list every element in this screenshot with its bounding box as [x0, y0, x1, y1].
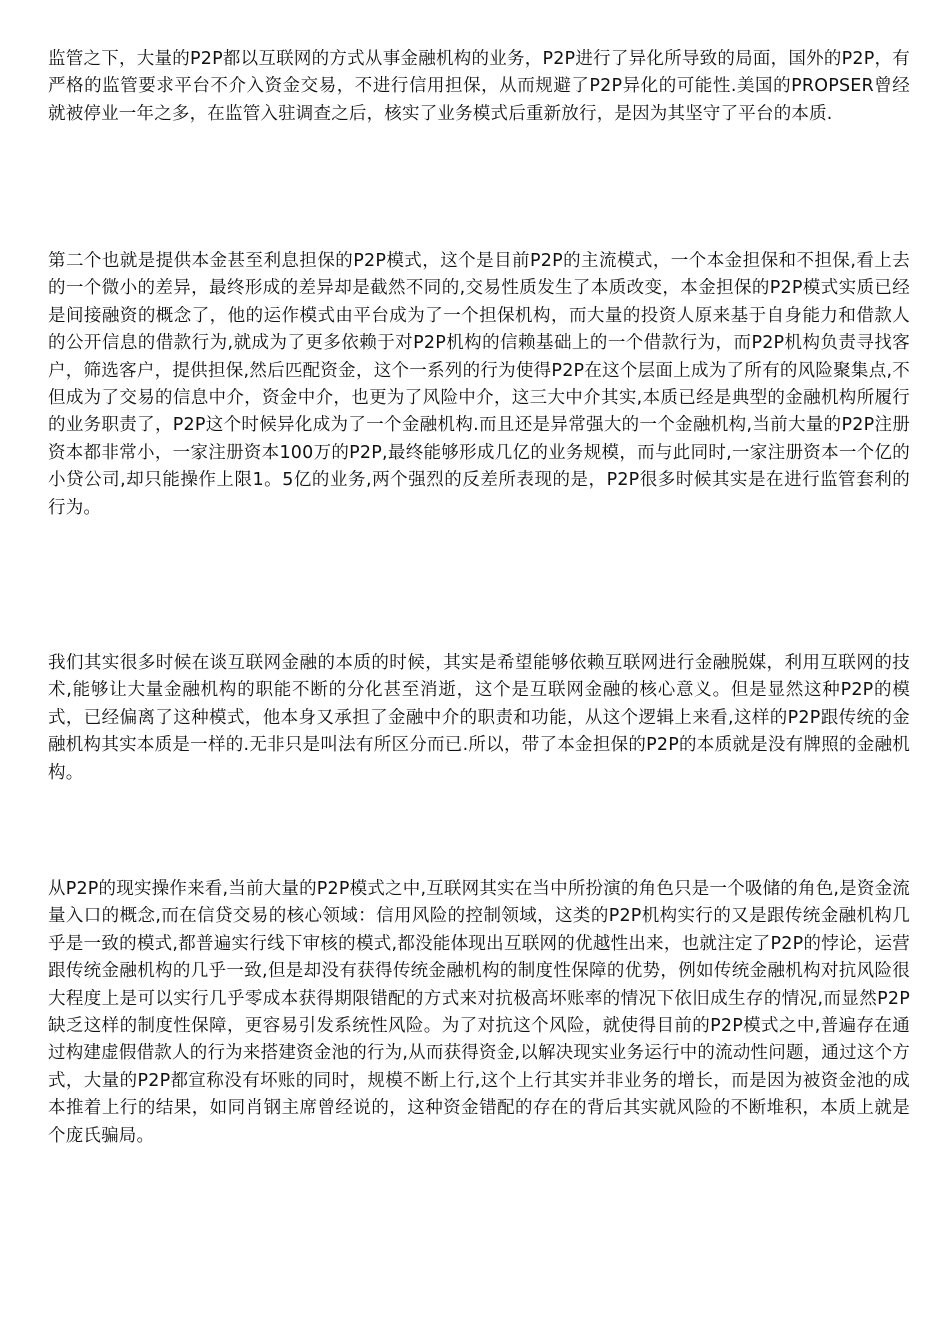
paragraph-2: 第二个也就是提供本金甚至利息担保的P2P模式，这个是目前P2P的主流模式，一个本金担保和不担保,看上去的一个微小的差异，最终形成的差异却是截然不同的,交易性质发生了本质改变，本金担保的P2P模式实质已经是间接融资的概念了，他的运作模式由平台成为了一个担保机构，而大量的投资人原来基于自身能力和借款人的公开信息的借款行为,就成为了更多依赖于对P2P机构的信赖基础上的一个借款行为，而P2P机构负责寻找客户，筛选客户，提供担保,然后匹配资金，这个一系列的行为使得P2P在这个层面上成为了所有的风险聚集点,不但成为了交易的信息中介，资金中介，也更为了风险中介，这三大中介其实,本质已经是典型的金融机构所履行的业务职责了，P2P这个时候异化成为了一个金融机构.而且还是异常强大的一个金融机构,当前大量的P2P注册资本都非常小，一家注册资本100万的P2P,最终能够形成几亿的业务规模，而与此同时,一家注册资本一个亿的小贷公司,却只能操作上限1。5亿的业务,两个强烈的反差所表现的是，P2P很多时候其实是在进行监管套利的行为。 [48, 251, 910, 518]
paragraph-1: 监管之下，大量的P2P都以互联网的方式从事金融机构的业务，P2P进行了异化所导致的局面，国外的P2P，有严格的监管要求平台不介入资金交易，不进行信用担保，从而规避了P2P异化的可能性.美国的PROPSER曾经就被停业一年之多，在监管入驻调查之后，核实了业务模式后重新放行，是因为其坚守了平台的本质. [48, 49, 910, 124]
paragraph-4: 从P2P的现实操作来看,当前大量的P2P模式之中,互联网其实在当中所扮演的角色只是一个吸储的角色,是资金流量入口的概念,而在信贷交易的核心领域：信用风险的控制领域，这类的P2P机构实行的又是跟传统金融机构几乎是一致的模式,都普遍实行线下审核的模式,都没能体现出互联网的优越性出来，也就注定了P2P的悖论，运营跟传统金融机构的几乎一致,但是却没有获得传统金融机构的制度性保障的优势，例如传统金融机构对抗风险很大程度上是可以实行几乎零成本获得期限错配的方式来对抗极高坏账率的情况下依旧成生存的情况,而显然P2P缺乏这样的制度性保障，更容易引发系统性风险。为了对抗这个风险，就使得目前的P2P模式之中,普遍存在通过构建虚假借款人的行为来搭建资金池的行为,从而获得资金,以解决现实业务运行中的流动性问题，通过这个方式，大量的P2P都宣称没有坏账的同时，规模不断上行,这个上行其实并非业务的增长，而是因为被资金池的成本推着上行的结果，如同肖钢主席曾经说的，这种资金错配的存在的背后其实就风险的不断堆积，本质上就是个庞氏骗局。 [48, 879, 910, 1146]
paragraph-3: 我们其实很多时候在谈互联网金融的本质的时候，其实是希望能够依赖互联网进行金融脱媒，利用互联网的技术,能够让大量金融机构的职能不断的分化甚至消逝，这个是互联网金融的核心意义。但是显然这种P2P的模式，已经偏离了这种模式，他本身又承担了金融中介的职责和功能，从这个逻辑上来看,这样的P2P跟传统的金融机构其实本质是一样的.无非只是叫法有所区分而已.所以，带了本金担保的P2P的本质就是没有牌照的金融机构。 [48, 653, 910, 783]
